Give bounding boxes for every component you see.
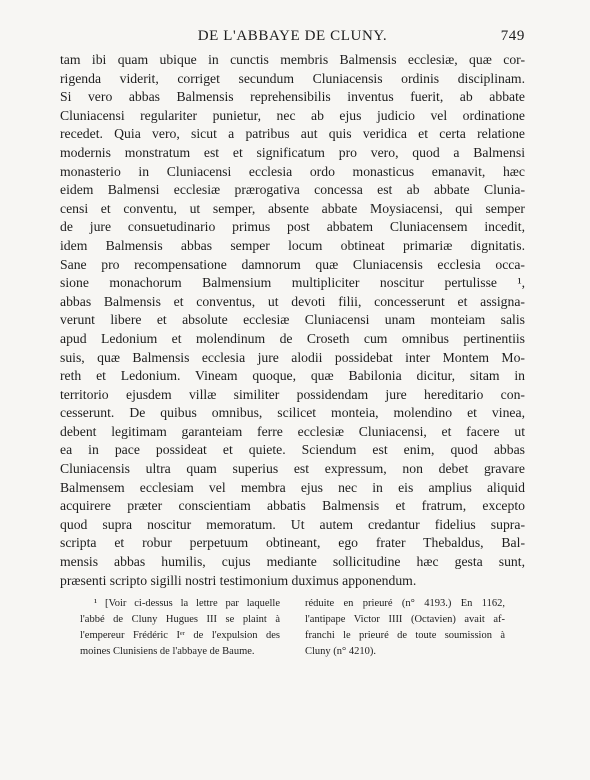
footnote-line: moines Clunisiens de l'abbaye de Baume. (80, 646, 255, 657)
main-text (60, 51, 525, 590)
text-line: suis, quæ Balmensis ecclesia jure alodii possidebat inter Montem Mo- (60, 349, 525, 365)
text-line: de jure consuetudinario primus post abbatem Cluniacensem incedit, (60, 219, 525, 235)
footnote-right-column (305, 596, 505, 660)
text-line: idem Balmensis abbas semper locum obtineat primariæ dignitatis. (60, 237, 525, 253)
text-line: Cluniacensi regulariter punietur, nec ab ejus judicio vel ordinatione (60, 107, 525, 123)
text-line: censi et conventu, ut semper, absente abbate Moysiacensi, qui semper (60, 200, 525, 216)
footnote-line: l'antipape Victor IIII (Octavien) avait af- (305, 614, 505, 625)
page-number: 749 (500, 28, 525, 44)
text-line: scripta et robur perpetuum obtineant, ego frater Thebaldus, Bal- (60, 535, 525, 551)
text-line: verunt libere et absolute ecclesiæ Cluniacensi unam monteiam salis (60, 312, 525, 328)
text-line: quod supra noscitur memoratum. Ut autem credantur fidelius supra- (60, 516, 525, 532)
text-line: acquirere præter conscientiam abbatis Balmensis et fratrum, excepto (60, 498, 525, 514)
text-line: debent legitimam garanteiam ferre ecclesiæ Cluniacensi, et facere ut (60, 423, 525, 439)
text-line: monasterio in Cluniacensi ecclesia ordo monasticus emanavit, hæc (60, 163, 525, 179)
text-line: ea in pace possideat et quiete. Sciendum est enim, quod abbas (60, 442, 525, 458)
text-line: cesserunt. De quibus omnibus, scilicet monteia, molendino et vinea, (60, 405, 525, 421)
footnote-line: franchi le prieuré de toute soumission à (305, 630, 505, 641)
text-line: rigenda viderit, corriget secundum Cluniacensis ordinis disciplinam. (60, 70, 525, 86)
text-line: Cluniacensis ultra quam superius est expressum, non debet gravare (60, 461, 525, 477)
text-line: recedet. Quia vero, sicut a patribus aut quis veridica et certa relatione (60, 126, 525, 142)
running-head (60, 28, 525, 50)
footnote-line: réduite en prieuré (n° 4193.) En 1162, (305, 598, 505, 609)
text-line: præsenti scripto sigilli nostri testimonium duximus apponendum. (60, 572, 417, 588)
footnote-left-column (80, 596, 280, 660)
text-line: Sane pro recompensatione damnorum quæ Cluniacensis ecclesia occa- (60, 256, 525, 272)
text-line: apud Ledonium et molendinum de Croseth cum omnibus pertinentiis (60, 330, 525, 346)
text-line: modernis monstratum est et significatum pro vero, quod a Balmensi (60, 144, 525, 160)
text-line: Balmensem ecclesiam vel membra ejus nec in eis amplius aliquid (60, 479, 525, 495)
footnotes (80, 596, 505, 660)
text-line: sione monachorum Balmensium multipliciter noscitur pertulisse ¹, (60, 275, 525, 291)
text-line: Si vero abbas Balmensis reprehensibilis inventus fuerit, ab abbate (60, 89, 525, 105)
text-line: territorio ejusdem villæ similiter possidendam jure hereditario con- (60, 386, 525, 402)
running-title: DE L'ABBAYE DE CLUNY. (197, 28, 388, 44)
text-line: reth et Ledonium. Vineam quoque, quæ Babilonia dicitur, sitam in (60, 368, 525, 384)
footnote-line: Cluny (n° 4210). (305, 646, 376, 657)
text-line: mensis abbas humilis, cujus mediante sollicitudine hæc gesta sunt, (60, 554, 525, 570)
footnote-line: l'abbé de Cluny Hugues III se plaint à (80, 614, 280, 625)
footnote-line: l'empereur Frédéric Iᵉʳ de l'expulsion des (80, 630, 280, 641)
footnote-line: ¹ [Voir ci-dessus la lettre par laquelle (94, 598, 280, 609)
text-line: abbas Balmensis et conventus, ut devoti filii, concesserunt et assigna- (60, 293, 525, 309)
text-line: eidem Balmensi ecclesiæ prærogativa concessa est ab abbate Clunia- (60, 182, 525, 198)
text-line: tam ibi quam ubique in cunctis membris Balmensis ecclesiæ, quæ cor- (60, 52, 525, 67)
